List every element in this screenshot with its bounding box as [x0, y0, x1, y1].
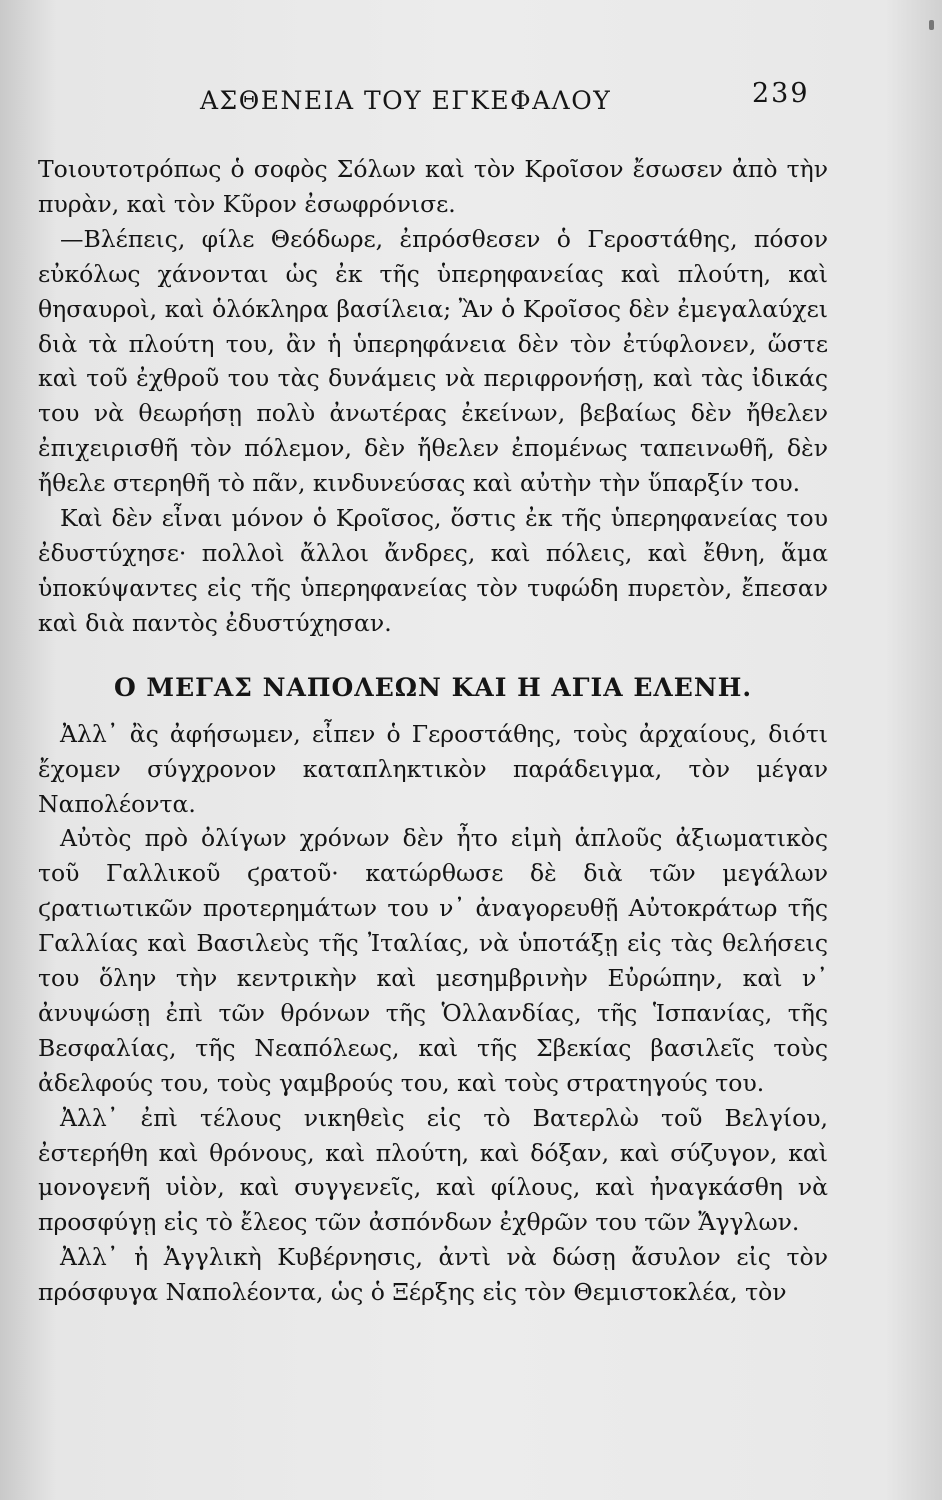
- page-edge-mark: [929, 20, 934, 30]
- page-body: [38, 152, 828, 1310]
- paragraph: Καὶ δὲν εἶναι μόνον ὁ Κροῖσος, ὅστις ἐκ τῆς ὑπερηφανείας του ἐδυστύχησε· πολλοὶ ἄλλοι ἄνδρες, καὶ πόλεις, καὶ ἔθνη, ἅμα ὑποκύψαντες εἰς τῆς ὑπερηφανείας τὸν τυφώδη πυρετὸν, ἔπεσαν καὶ διὰ παντὸς ἐδυστύχησαν.: [38, 504, 828, 637]
- paragraph: Τοιουτοτρόπως ὁ σοφὸς Σόλων καὶ τὸν Κροῖσον ἔσωσεν ἀπὸ τὴν πυρὰν, καὶ τὸν Κῦρον ἐσωφρόνισε.: [38, 155, 828, 218]
- page-header: [0, 78, 942, 118]
- paragraph: Ἀλλ᾽ ἡ Ἀγγλικὴ Κυβέρνησις, ἀντὶ νὰ δώσῃ ἄσυλον εἰς τὸν πρόσφυγα Ναπολέοντα, ὡς ὁ Ξέρξης εἰς τὸν Θεμιστοκλέα, τὸν: [38, 1243, 828, 1307]
- paragraph: Ἀλλ᾽ ἐπὶ τέλους νικηθεὶς εἰς τὸ Βατερλὼ τοῦ Βελγίου, ἐστερήθη καὶ θρόνους, καὶ πλούτη, καὶ δόξαν, καὶ σύζυγον, καὶ μονογενῆ υἱὸν, καὶ συγγενεῖς, καὶ φίλους, καὶ ἠναγκάσθη νὰ προσφύγῃ εἰς τὸ ἔλεος τῶν ἀσπόνδων ἐχθρῶν του τῶν Ἄγγλων.: [38, 1103, 828, 1237]
- page-number: 239: [752, 78, 810, 109]
- paragraph: Αὐτὸς πρὸ ὀλίγων χρόνων δὲν ἦτο εἰμὴ ἁπλοῦς ἀξιωματικὸς τοῦ Γαλλικοῦ ϛρατοῦ· κατώρθωσε δὲ διὰ τῶν μεγάλων ϛρατιωτικῶν προτερημάτων του ν᾽ ἀναγορευθῇ Αὐτοκράτωρ τῆς Γαλλίας καὶ Βασιλεὺς τῆς Ἰταλίας, νὰ ὑποτάξῃ εἰς τὰς θελήσεις του ὅλην τὴν κεντρικὴν καὶ μεσημβρινὴν Εὐρώπην, καὶ ν᾽ ἀνυψώσῃ ἐπὶ τῶν θρόνων τῆς Ὁλλανδίας, τῆς Ἱσπανίας, τῆς Βεσφαλίας, τῆς Νεαπόλεως, καὶ τῆς Σβεκίας βασιλεῖς τοὺς ἀδελφούς του, τοὺς γαμβρούς του, καὶ τοὺς στρατηγούς του.: [38, 824, 828, 1097]
- paragraph: Ἀλλ᾽ ἂς ἀφήσωμεν, εἶπεν ὁ Γεροστάθης, τοὺς ἀρχαίους, διότι ἔχομεν σύγχρονον καταπληκτικὸν παράδειγμα, τὸν μέγαν Ναπολέοντα.: [38, 719, 828, 818]
- section-heading: Ο ΜΕΓΑΣ ΝΑΠΟΛΕΩΝ ΚΑΙ Η ΑΓΙΑ ΕΛΕΝΗ.: [113, 672, 753, 702]
- paragraph: —Βλέπεις, φίλε Θεόδωρε, ἐπρόσθεσεν ὁ Γεροστάθης, πόσον εὐκόλως χάνονται ὡς ἐκ τῆς ὑπερηφανείας καὶ πλούτη, καὶ θησαυροὶ, καὶ ὁλόκληρα βασίλεια; Ἂν ὁ Κροῖσος δὲν ἐμεγαλαύχει διὰ τὰ πλούτη του, ἂν ἡ ὑπερηφάνεια δὲν τὸν ἐτύφλονεν, ὥστε καὶ τοῦ ἐχθροῦ του τὰς δυνάμεις νὰ περιφρονήσῃ, καὶ τὰς ἰδικάς του νὰ θεωρήσῃ πολὺ ἀνωτέρας ἐκείνων, βεβαίως δὲν ἤθελεν ἐπιχειρισθῆ τὸν πόλεμον, δὲν ἤθελεν ἐπομένως ταπεινωθῆ, δὲν ἤθελε στερηθῆ τὸ πᾶν, κινδυνεύσας καὶ αὐτὴν τὴν ὕπαρξίν του.: [38, 224, 828, 498]
- running-title: ΑΣΘΕΝΕΙΑ ΤΟΥ ΕΓΚΕΦΑΛΟΥ: [200, 86, 612, 115]
